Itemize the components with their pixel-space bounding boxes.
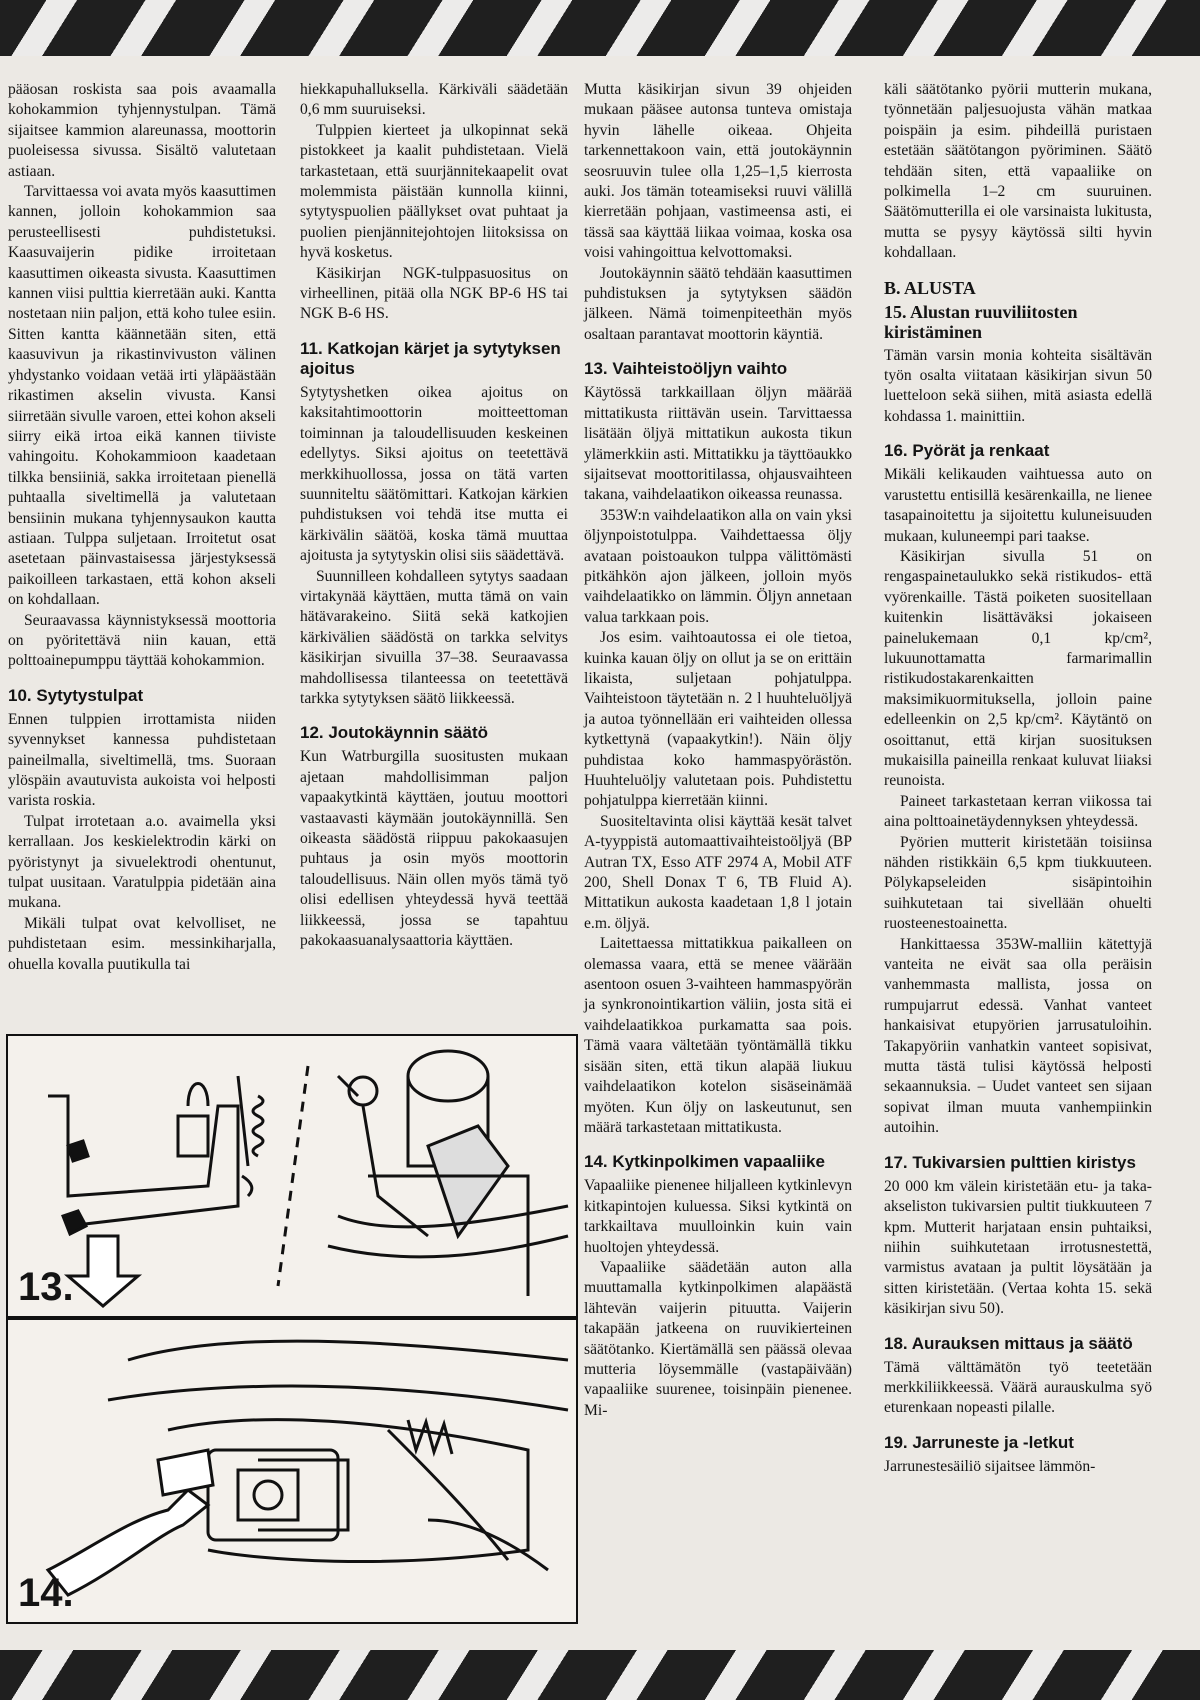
paragraph: käli säätötanko pyörii mutterin mukana, työnnetään paljesuojusta vähän matkaa poispäin ja esim. pihdeillä puristaen estetään säätötangon pyöriminen. Säätö tehdään siten, että vapaaliike on polkimella 1–2 cm suuruinen. Säätömutterilla ei ole varsinaista lukitusta, mutta se pysyy käytössä silti hyvin kohdallaan.	[884, 81, 1152, 262]
heading-12: 12. Joutokäynnin säätö	[300, 723, 488, 743]
heading-17: 17. Tukivarsien pulttien kiristys	[884, 1152, 1136, 1172]
heading-13: 13. Vaihteistoöljyn vaihto	[584, 359, 788, 379]
column-3	[584, 80, 852, 1421]
paragraph: Vapaaliike pienenee hiljalleen kytkinlevyn kitkapintojen kuluessa. Siksi kytkintä on tarkkailtava muulloinkin kuin vain huoltojen yhteydessä.	[584, 1177, 852, 1256]
paragraph: Vapaaliike säädetään auton alla muuttamalla kytkinpolkimen alapäästä lähtevän vaijerin pituutta. Vaijerin takapään jatkeena on ruuvikierteinen säätötanko. Kiertämällä sen päässä olevaa mutteria löysemmälle (vastapäivään) vapaaliike suurenee, toisinpäin pienenee. Mi-	[584, 1258, 852, 1419]
heading-14: 14. Kytkinpolkimen vapaaliike	[584, 1152, 825, 1172]
figure-14-number: 14.	[18, 1571, 74, 1615]
paragraph: Joutokäynnin säätö tehdään kaasuttimen puhdistuksen ja sytytyksen säädön jälkeen. Nämä toimenpiteethän myös osaltaan parantavat moottorin käyntiä.	[584, 264, 852, 343]
paragraph: Pyörien mutterit kiristetään toisiinsa nähden ristikkäin 6,5 kpm tiukkuuteen. Pölykapseleiden sisäpintoihin suihkutetaan tai sivellään ohuelti ruosteenestoainetta.	[884, 833, 1152, 933]
paragraph: Laitettaessa mittatikkua paikalleen on olemassa vaara, että se menee väärään asentoon osuen 3-vaihteen hammaspyörän ja synkronointikartion väliin, josta sitä ei vaihdelaatikkoa purkamatta saa pois. Tämä vaara vältetään työntämällä tikku sisään siten, että tikun alapää liukuu vaihdelaatikon kotelon sisäseinämää myöten. Kun öljy on laskeutunut, sen määrä tarkastetaan mittatikusta.	[584, 935, 852, 1136]
figure-14-illustration	[8, 1320, 576, 1622]
heading-10: 10. Sytytystulpat	[8, 685, 144, 705]
paragraph: Tulpat irrotetaan a.o. avaimella yksi kerrallaan. Jos keskielektrodin kärki on pyöristynyt ja sivuelektrodi ohentunut, tulpat uusitaan. Varatulppia pidetään aina mukana.	[8, 812, 276, 912]
figure-13-number: 13.	[18, 1265, 74, 1309]
column-4	[884, 80, 1152, 1477]
top-stripe-border	[0, 0, 1200, 56]
bottom-stripe-border	[0, 1650, 1200, 1700]
paragraph: Paineet tarkastetaan kerran viikossa tai aina polttoainetäydennyksen yhteydessä.	[884, 792, 1152, 831]
figure-14	[6, 1318, 578, 1624]
paragraph: Kun Watrburgilla suositusten mukaan ajetaan mahdollisimman paljon vapaakytkintä käyttäen, joutuu moottori vastaavasti käymään joutokäynnillä. Sen oikeasta säädöstä riippuu pakokaasujen puhtaus ja osin myös moottorin taloudellisuus. Näin ollen myös tämä työ olisi edellisen yhteydessä hyvä teettää liikkeessä, jossa se tapahtuu pakokaasuanalysaattoria käyttäen.	[300, 748, 568, 950]
figure-13	[6, 1034, 578, 1318]
paragraph: Suositeltavinta olisi käyttää kesät talvet A-tyyppistä automaattivaihteistoöljyä (BP Autran TX, Esso ATF 2974 A, Mobil ATF 200, Shell Donax T 6, TB Fluid A). Mittatikun aukosta kaadetaan 1,8 l jotain e.m. öljyä.	[584, 812, 852, 932]
heading-16: 16. Pyörät ja renkaat	[884, 441, 1050, 461]
paragraph: hiekkapuhalluksella. Kärkiväli säädetään 0,6 mm suuruiseksi.	[300, 81, 568, 119]
paragraph: Tämän varsin monia kohteita sisältävän työn osalta viitataan käsikirjan sivun 50 luetteloon sekä siihen, mitä asiasta edellä kohdassa 1. mainittiin.	[884, 346, 1152, 425]
heading-19: 19. Jarruneste ja -letkut	[884, 1432, 1074, 1452]
paragraph: 20 000 km välein kiristetään etu- ja taka-akseliston tukivarsien pultit tiukkuuteen 7 kpm. Mutterit harjataan ensin puhtaiksi, niihin suihkutetaan irrotusnestettä, varmistus avataan ja pultit löysätään ja sitten kiristetään. (Vertaa kohta 15. sekä käsikirjan sivu 50).	[884, 1177, 1152, 1318]
paragraph: Käytössä tarkkaillaan öljyn määrää mittatikusta riittävän usein. Tarvittaessa lisätään öljyä mittatikun aukosta tikun ylämerkkiin asti. Mittatikku ja täyttöaukko sijaitsevat moottoritilassa, ohjausvaihteen takana, vaihdelaatikon oikeassa reunassa.	[584, 384, 852, 504]
paragraph: Suunnilleen kohdalleen sytytys saadaan virtakynää käyttäen, mutta tämä on vain hätävarakeino. Siitä sekä katkojien kärkivälien säädöstä on tarkka selvitys käsikirjan sivuilla 37–38. Seuraavassa mahdollisessa tilanteessa on teetettävä tarkka sytytyksen säätö liikkeessä.	[300, 567, 568, 707]
paragraph: Ennen tulppien irrottamista niiden syvennykset kannessa puhdistetaan paineilmalla, siveltimellä, tms. Suoraan ylöspäin avautuvista aukoista voi helposti varista roskia.	[8, 710, 276, 810]
paragraph: 353W:n vaihdelaatikon alla on vain yksi öljynpoistotulppa. Vaihdettaessa öljy avataan poistoaukon tulppa välittömästi pitkähkön ajon jälkeen, jolloin myös vaihdelaatikko on lämmin. Öljyn annetaan valua tarkkaan pois.	[584, 506, 852, 626]
figure-13-illustration	[8, 1036, 576, 1316]
paragraph: Mikäli kelikauden vaihtuessa auto on varustettu entisillä kesärenkailla, ne lienee tasapainoitettu ja sijoitettu kuluneisuuden mukaan, kuluneempi pari taakse.	[884, 466, 1152, 545]
paragraph: Tämä välttämätön työ teetetään merkkiliikkeessä. Väärä aurauskulma syö eturenkaan nopeasti pilalle.	[884, 1358, 1152, 1417]
heading-section-b: B. ALUSTA	[884, 277, 976, 298]
column-2	[300, 80, 568, 951]
paragraph: Käsikirjan NGK-tulppasuositus on virheellinen, pitää olla NGK BP-6 HS tai NGK B-6 HS.	[300, 264, 568, 323]
heading-15: 15. Alustan ruuviliitosten kiristäminen	[884, 301, 1078, 342]
paragraph: Jos esim. vaihtoautossa ei ole tietoa, kuinka kauan öljy on ollut ja se on erittäin likaista, suljetaan pohjatulppa. Vaihteistoon täytetään n. 2 l huuhteluöljyä ja autoa työnnellään eri vaihteiden ollessa kytkettynä (vapaakytkin!). Näin öljy puhdistaa koko hammaspyörästön. Huuhteluöljy valutetaan pois. Puhdistettu pohjatulppa kierretään kiinni.	[584, 629, 852, 810]
paragraph: Tulppien kierteet ja ulkopinnat sekä pistokkeet ja kaalit puhdistetaan. Vielä tarkastetaan, että suurjännitekaapelit ovat molemmista päistään kunnolla kiinni, sytytyspuolien päällykset ovat puhtaat ja puolien pienjännitejohtojen liitoksissa on hyvä kosketus.	[300, 121, 568, 262]
heading-11: 11. Katkojan kärjet ja sytytyksen ajoitus	[300, 338, 561, 378]
paragraph: Mutta käsikirjan sivun 39 ohjeiden mukaan pääsee autonsa tunteva omistaja hyvin lähelle oikeaa. Ohjeita tarkennettakoon vain, että joutokäynnin seosruuvin tulee olla 1,25–1,5 kierrosta auki. Jos tämän toteamiseksi ruuvi välillä kierretään pohjaan, vastimeensa asti, ei tässä saa käyttää liikaa voimaa, koska osa voisi vahingoittua kelvottomaksi.	[584, 81, 852, 262]
paragraph: pääosan roskista saa pois avaamalla kohokammion tyhjennystulpan. Tämä sijaitsee kammion alareunassa, moottorin puoleisessa sivussa. Sisältö valutetaan astiaan.	[8, 81, 276, 180]
paragraph: Mikäli tulpat ovat kelvolliset, ne puhdistetaan esim. messinkiharjalla, ohuella kovalla puutikulla tai	[8, 914, 276, 973]
heading-18: 18. Aurauksen mittaus ja säätö	[884, 1333, 1133, 1353]
paragraph: Seuraavassa käynnistyksessä moottoria on pyöritettävä niin kauan, että polttoainepumppu täyttää kohokammion.	[8, 611, 276, 670]
column-1	[8, 80, 276, 975]
paragraph: Jarrunestesäiliö sijaitsee lämmön-	[884, 1457, 1096, 1475]
paragraph: Hankittaessa 353W-malliin kätettyjä vanteita ne eivät saa olla peräisin vanhemmasta mallista, jossa on rumpujarrut edessä. Vanhat vanteet hankaisivat etupyörien jarrusatuloihin. Takapyöriin vanhatkin vanteet sopisivat, mutta tästä tulisi käytössä helposti sekaannuksia. – Uudet vanteet sen sijaan sopivat ilman muuta vanhempiinkin autoihin.	[884, 935, 1152, 1137]
paragraph: Sytytyshetken oikea ajoitus on kaksitahtimoottorin moitteettoman toiminnan ja taloudellisuuden keskeinen edellytys. Siksi ajoitus on teetettävä merkkihuollossa, jossa on tätä varten suunniteltu säätömittari. Katkojan kärkien puhdistuksen voi tehdä itse mutta ei kärkivälin säätöä, koska tämä muuttaa ajoitusta ja sytytyskin olisi siis säädettävä.	[300, 383, 568, 565]
paragraph: Tarvittaessa voi avata myös kaasuttimen kannen, jolloin kohokammion saa perusteellisesti puhdistetuksi. Kaasuvaijerin pidike irroitetaan kaasuttimen oikeasta sivusta. Kaasuttimen kannen viisi pulttia kierretään auki. Kantta nostetaan niin paljon, että koho tulee esiin. Sitten kantta käännetään siten, että kaasuvivun ja rikastinvivuston välinen yhdystanko voidaan vetää irti yläpäästään rikastimen akselin vivusta. Kansi siirretään sivulle varoen, ettei kohon akseli siirry eikä irtoa eikä kannen tiiviste vahingoitu. Kohokammioon kaadetaan tilkka bensiiniä, sakka irroitetaan pienellä puhtaalla siveltimellä ja valutetaan bensiinin mukana tyhjennysaukon kautta astiaan. Tulppa suljetaan. Irroitetut osat asetetaan päinvastaisessa järjestyksessä paikoilleen tarkastaen, että kohon akseli on kohdallaan.	[8, 183, 276, 609]
paragraph: Käsikirjan sivulla 51 on rengaspainetaulukko sekä ristikudos- että vyörenkaille. Tästä poiketen suositellaan kuitenkin lisättäväksi jokaiseen painelukemaan 0,1 kp/cm², lukuunottamatta farmarimallin ristikudostakarenkaitten maksimikuormituksella, jolloin paine edelleenkin on 2,5 kp/cm². Käytäntö on osoittanut, että kirjan suosituksen mukaisilla paineilla renkaat kuluvat liiaksi reunoista.	[884, 547, 1152, 790]
